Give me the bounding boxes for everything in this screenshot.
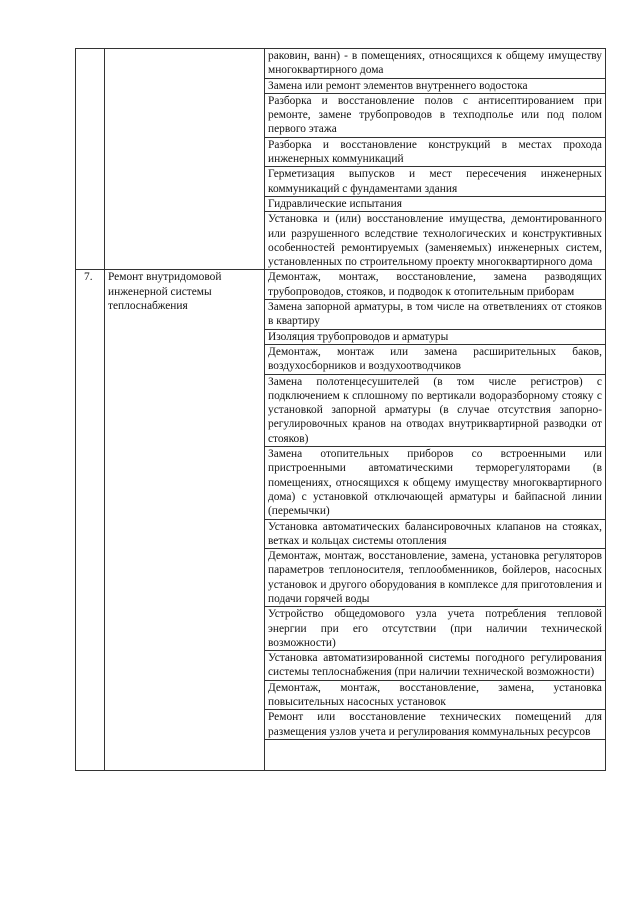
work-item: Демонтаж, монтаж, восстановление, замена разводящих трубопроводов, стояков, и подводок к отопительным приборам <box>265 270 606 300</box>
name-cell-empty <box>105 49 265 270</box>
work-item: Ремонт или восстановление технических помещений для размещения узлов учета и регулирования коммунальных ресурсов <box>265 710 606 740</box>
work-item: Демонтаж, монтаж, восстановление, замена, установка повысительных насосных установок <box>265 680 606 710</box>
work-item: Герметизация выпусков и мест пересечения инженерных коммуникаций с фундаментами здания <box>265 167 606 197</box>
work-item: Замена полотенцесушителей (в том числе регистров) с подключением к сплошному по вертикали водоразборному стояку с установкой запорной арматуры (в случае отсутствия запорно-регулировочных кранов на отводах внутриквартирной разводки от стояков) <box>265 374 606 446</box>
work-item: Замена или ремонт элементов внутреннего водостока <box>265 78 606 93</box>
section-number: 7. <box>76 270 105 771</box>
work-item: Установка и (или) восстановление имущества, демонтированного или разрушенного вследствие технологических и конструктивных особенностей ремонтируемых (заменяемых) инженерных систем, установленных по строительному проекту многоквартирного дома <box>265 212 606 270</box>
work-item: Разборка и восстановление полов с антисептированием при ремонте, замене трубопроводов в техподполье или под полом первого этажа <box>265 93 606 137</box>
work-item: Установка автоматизированной системы погодного регулирования системы теплоснабжения (при наличии технической возможности) <box>265 651 606 681</box>
table-row <box>76 270 606 300</box>
work-item: Демонтаж, монтаж, восстановление, замена, установка регуляторов параметров теплоносителя, теплообменников, бойлеров, насосных установок и другого оборудования в комплексе для приготовления и подачи горячей воды <box>265 549 606 607</box>
work-item-empty <box>265 739 606 770</box>
number-cell-empty <box>76 49 105 270</box>
work-item: Замена запорной арматуры, в том числе на ответвлениях от стояков в квартиру <box>265 300 606 330</box>
work-item: Замена отопительных приборов со встроенными или пристроенными автоматическими терморегуляторами (в помещениях, относящихся к общему имуществу многоквартирного дома) с установкой отключающей арматуры и байпасной линии (перемычки) <box>265 447 606 519</box>
work-item: Разборка и восстановление конструкций в местах прохода инженерных коммуникаций <box>265 137 606 167</box>
work-item: Изоляция трубопроводов и арматуры <box>265 329 606 344</box>
table-row <box>76 49 606 79</box>
work-item: Установка автоматических балансировочных клапанов на стояках, ветках и кольцах системы отопления <box>265 519 606 549</box>
works-table <box>75 48 606 771</box>
work-item: Демонтаж, монтаж или замена расширительных баков, воздухосборников и воздухоотводчиков <box>265 344 606 374</box>
section-name: Ремонт внутридомовой инженерной системы теплоснабжения <box>105 270 265 771</box>
work-item: раковин, ванн) - в помещениях, относящихся к общему имуществу многоквартирного дома <box>265 49 606 79</box>
work-item: Устройство общедомового узла учета потребления тепловой энергии при его отсутствии (при наличии технической возможности) <box>265 607 606 651</box>
work-item: Гидравлические испытания <box>265 196 606 211</box>
